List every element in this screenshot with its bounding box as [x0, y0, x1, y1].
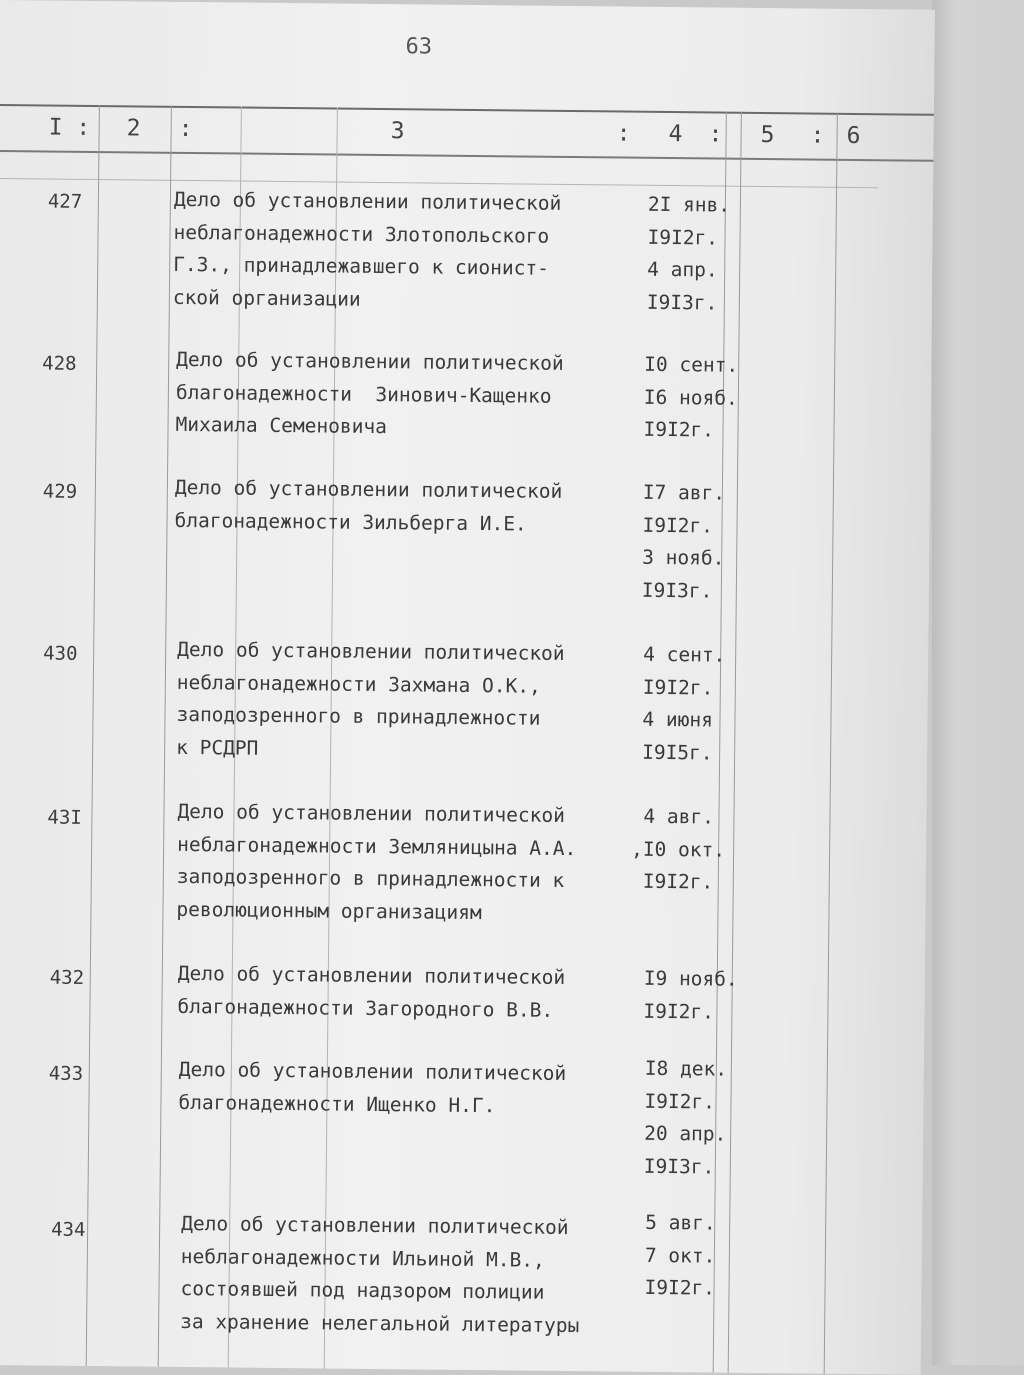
description-line: за хранение нелегальной литературы [180, 1309, 580, 1337]
description-line: Дело об установлении политической [173, 187, 562, 215]
entry-number: 43I [47, 806, 82, 829]
description-line: состоявшей под надзором полиции [180, 1276, 545, 1304]
adjacent-page-edge [932, 0, 1024, 1365]
column-divider [824, 113, 838, 1374]
entry-number: 432 [49, 966, 85, 989]
entry-dates [644, 1207, 715, 1305]
description-line: неблагонадежности Захмана О.К., [176, 670, 541, 698]
column-divider [86, 105, 100, 1366]
description-line: ской организации [172, 285, 361, 311]
entry-dates [642, 639, 726, 770]
date-line: ,I0 окт. [631, 837, 726, 862]
page-number: 63 [405, 34, 433, 60]
date-line: I9I3г. [641, 578, 713, 602]
date-line: 5 авг. [645, 1210, 716, 1235]
description-line: благонадежности Зинович-Кащенко [175, 380, 552, 408]
entry-dates [643, 963, 738, 1029]
column-header-6: 6 [846, 122, 861, 150]
date-line: 2I янв. [647, 192, 731, 217]
date-line: I9I2г. [643, 417, 715, 442]
entry-description [175, 344, 563, 446]
description-line: революционным организациям [176, 897, 482, 924]
column-header-5: 5 [760, 121, 775, 149]
column-header-2: 2 [126, 115, 141, 142]
description-line: заподозренного в принадлежности [176, 702, 541, 730]
description-line: Дело об установлении политической [178, 1057, 567, 1085]
column-divider [158, 106, 172, 1367]
entry-dates [647, 189, 731, 320]
date-line: 4 сент. [643, 642, 726, 667]
description-line: благонадежности Загородного В.В. [177, 994, 554, 1022]
description-line: неблагонадежности Ильиной М.В., [180, 1244, 545, 1272]
entry-dates [644, 1053, 728, 1184]
date-line: I6 нояб. [643, 385, 738, 410]
entry-number: 430 [43, 642, 78, 665]
description-line: неблагонадежности Злотопольского [173, 220, 550, 248]
entry-description [180, 1208, 581, 1342]
description-line: Дело об установлении политической [177, 637, 565, 665]
description-line: Михаила Семеновича [175, 412, 388, 439]
date-line: I8 дек. [644, 1056, 728, 1081]
date-line: I9I3г. [646, 290, 718, 315]
date-line: I9 нояб. [643, 966, 738, 991]
date-line: 3 нояб. [642, 545, 725, 570]
date-line: I9I2г. [643, 999, 715, 1024]
table-header-top-rule [0, 104, 934, 116]
table-header-bottom-rule [0, 150, 933, 162]
date-line: I7 авг. [642, 480, 726, 505]
column-separator: : [178, 115, 193, 143]
entry-dates [642, 477, 726, 608]
entry-dates [631, 801, 726, 899]
description-line: Дело об установлении политической [177, 961, 566, 989]
column-separator: : [708, 121, 723, 148]
date-line: 4 июня [642, 707, 714, 732]
entry-dates [643, 349, 738, 447]
date-line: I9I2г. [644, 1089, 716, 1114]
entry-description [176, 634, 565, 768]
description-line: Дело об установлении политической [177, 799, 566, 827]
entry-number: 427 [47, 190, 83, 213]
description-line: к РСДРП [176, 735, 259, 760]
entry-number: 434 [51, 1218, 86, 1241]
date-line: I9I3г. [643, 1154, 715, 1179]
description-line: Г.З., принадлежавшего к сионист- [173, 252, 550, 280]
column-header-3: 3 [390, 118, 405, 145]
entry-number: 429 [42, 480, 78, 503]
date-line: 7 окт. [644, 1243, 716, 1268]
entry-description [176, 796, 577, 930]
description-line: благонадежности Зильберга И.Е. [174, 508, 527, 536]
date-line: I9I5г. [642, 740, 713, 765]
entry-description [174, 472, 562, 541]
column-divider [728, 112, 742, 1373]
date-line: 20 апр. [644, 1121, 727, 1146]
date-line: I9I2г. [647, 225, 719, 250]
date-line: I9I2г. [642, 869, 714, 894]
column-separator: : [616, 120, 631, 147]
entry-number: 433 [48, 1062, 84, 1085]
entry-description [178, 1054, 566, 1123]
date-line: I9I2г. [642, 513, 714, 537]
description-line: неблагонадежности Земляницына А.А. [177, 832, 577, 860]
column-separator: : [810, 122, 825, 149]
column-header-1: I : [48, 114, 91, 141]
column-header-4: 4 [668, 121, 683, 148]
entry-description [173, 184, 562, 318]
date-line: 4 авг. [643, 804, 715, 829]
description-line: благонадежности Ищенко Н.Г. [178, 1090, 496, 1117]
description-line: Дело об установлении политической [174, 475, 563, 503]
description-line: Дело об установлении политической [181, 1211, 569, 1240]
date-line: 4 апр. [647, 257, 718, 282]
date-line: I9I2г. [642, 675, 714, 700]
date-line: I9I2г. [644, 1275, 716, 1300]
description-line: заподозренного в принадлежности к [176, 864, 565, 892]
date-line: I0 сент. [644, 352, 739, 377]
description-line: Дело об установлении политической [176, 347, 564, 375]
entry-number: 428 [42, 352, 77, 375]
entry-description [177, 958, 565, 1027]
